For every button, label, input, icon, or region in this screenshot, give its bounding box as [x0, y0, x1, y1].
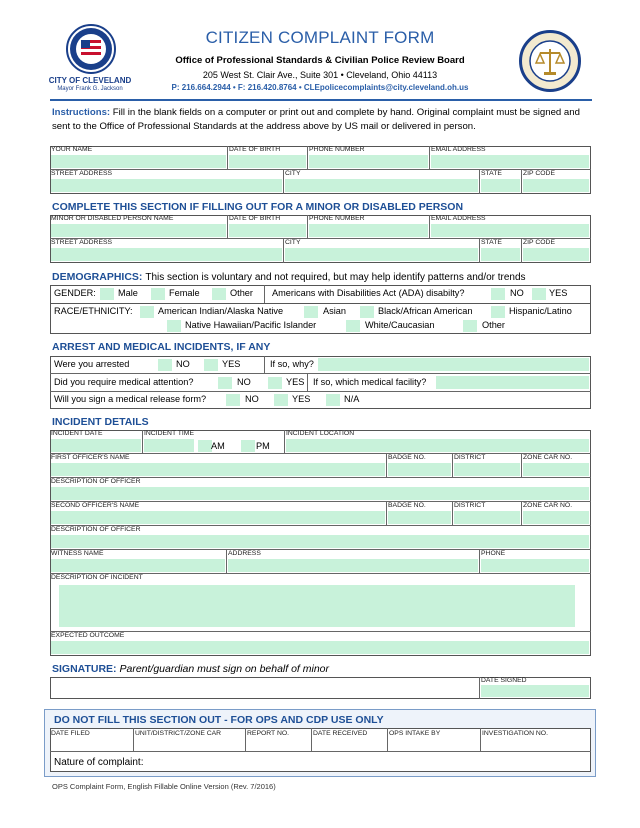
minor-zip-label: ZIP CODE: [523, 239, 555, 246]
release-na-label: N/A: [344, 394, 360, 404]
medical-no-checkbox[interactable]: [218, 377, 232, 389]
ada-yes-label: YES: [549, 288, 568, 298]
city-seal-logo: [66, 24, 116, 74]
ops-intake-label: OPS INTAKE BY: [389, 730, 441, 737]
demographics-heading: [52, 271, 526, 283]
arrest-divider-1: [264, 356, 265, 373]
officer1-name-cell[interactable]: [50, 454, 387, 478]
date-signed-field[interactable]: [481, 685, 589, 697]
other-gender-checkbox[interactable]: [212, 288, 226, 300]
witness-phone-label: PHONE: [481, 550, 506, 557]
header-divider: [50, 99, 592, 101]
arrest-divider-2: [307, 374, 308, 391]
date-received-cell: [312, 728, 388, 752]
badge2-field[interactable]: [388, 511, 451, 524]
arrested-no-label: NO: [176, 359, 190, 369]
phone-cell[interactable]: [308, 146, 430, 170]
officer1-name-field[interactable]: [51, 463, 385, 476]
race-label: RACE/ETHNICITY:: [54, 306, 133, 316]
signature-title: SIGNATURE:: [52, 663, 117, 675]
medical-yes-label: YES: [286, 377, 305, 387]
flag-icon: [68, 26, 114, 72]
incident-date-cell[interactable]: [50, 430, 143, 454]
medical-no-label: NO: [237, 377, 251, 387]
minor-street-field[interactable]: [51, 248, 282, 261]
ada-yes-checkbox[interactable]: [532, 288, 546, 300]
badge1-field[interactable]: [388, 463, 451, 476]
district1-field[interactable]: [454, 463, 520, 476]
incident-date-label: INCIDENT DATE: [51, 430, 103, 437]
incident-date-field[interactable]: [51, 439, 141, 452]
zip-field[interactable]: [523, 179, 589, 192]
officer2-name-field[interactable]: [51, 511, 385, 524]
race-pacific-islander-checkbox[interactable]: [167, 320, 181, 332]
female-checkbox[interactable]: [151, 288, 165, 300]
nature-of-complaint-label: Nature of complaint:: [54, 757, 144, 768]
report-no-label: REPORT NO.: [247, 730, 290, 737]
form-footer: OPS Complaint Form, English Fillable Online Version (Rev. 7/2016): [52, 782, 276, 791]
street-cell[interactable]: [50, 170, 284, 194]
officer2-description-label: DESCRIPTION OF OFFICER: [51, 526, 141, 533]
ada-question: Americans with Disabilities Act (ADA) disabilty?: [272, 288, 465, 298]
dob-field[interactable]: [229, 155, 306, 168]
incident-description-field[interactable]: [59, 585, 575, 627]
dob-label: DATE OF BIRTH: [229, 146, 281, 153]
zone2-field[interactable]: [523, 511, 589, 524]
demographics-title: DEMOGRAPHICS:: [52, 271, 143, 283]
street-label: STREET ADDRESS: [51, 170, 113, 177]
unit-district-cell: [134, 728, 246, 752]
state-label: STATE: [481, 170, 502, 177]
phone-label: PHONE NUMBER: [309, 146, 365, 153]
district2-field[interactable]: [454, 511, 520, 524]
incident-time-label: INCIDENT TIME: [144, 430, 194, 437]
witness-name-cell[interactable]: [50, 550, 227, 574]
arrested-yes-label: YES: [222, 359, 241, 369]
officer2-name-cell[interactable]: [50, 502, 387, 526]
minor-city-cell[interactable]: [284, 239, 480, 263]
medical-facility-label: If so, which medical facility?: [313, 377, 427, 387]
date-received-label: DATE RECEIVED: [313, 730, 368, 737]
officer2-name-label: SECOND OFFICER'S NAME: [51, 502, 140, 509]
minor-name-field[interactable]: [51, 224, 226, 237]
scales-of-justice-icon: [522, 33, 578, 89]
minor-street-label: STREET ADDRESS: [51, 239, 113, 246]
minor-dob-label: DATE OF BIRTH: [229, 215, 281, 222]
release-no-checkbox[interactable]: [226, 394, 240, 406]
minor-dob-field[interactable]: [229, 224, 306, 237]
gender-divider: [264, 285, 265, 303]
minor-name-label: MINOR OR DISABLED PERSON NAME: [51, 215, 174, 222]
phone-field[interactable]: [309, 155, 428, 168]
arrested-question: Were you arrested: [54, 359, 130, 369]
minor-state-field[interactable]: [481, 248, 520, 261]
arrested-why-field[interactable]: [318, 358, 589, 371]
expected-outcome-cell[interactable]: [50, 632, 591, 656]
form-title: CITIZEN COMPLAINT FORM: [205, 28, 435, 47]
arrested-yes-checkbox[interactable]: [204, 359, 218, 371]
signature-cell[interactable]: [50, 677, 480, 699]
officer1-name-label: FIRST OFFICER'S NAME: [51, 454, 130, 461]
female-label: Female: [169, 288, 200, 298]
zone2-cell[interactable]: [522, 502, 591, 526]
ada-no-label: NO: [510, 288, 524, 298]
witness-name-field[interactable]: [51, 559, 225, 572]
race-black-label: Black/African American: [378, 306, 473, 316]
pm-label: PM: [256, 441, 270, 451]
instructions-text: Fill in the blank fields on a computer or print out and complete by hand. Original complaint must be signed and sent to the Office of Professional Standards at the address above by US mail or delivered in person.: [52, 107, 580, 132]
report-no-cell: [246, 728, 312, 752]
incident-location-cell[interactable]: [285, 430, 591, 454]
race-white-checkbox[interactable]: [346, 320, 360, 332]
district1-cell[interactable]: [453, 454, 522, 478]
street-field[interactable]: [51, 179, 282, 192]
minor-section-heading: COMPLETE THIS SECTION IF FILLING OUT FOR A MINOR OR DISABLED PERSON: [52, 201, 464, 213]
release-yes-label: YES: [292, 394, 311, 404]
race-black-checkbox[interactable]: [360, 306, 374, 318]
arrest-heading: ARREST AND MEDICAL INCIDENTS, IF ANY: [52, 341, 271, 353]
arrest-row-line-2: [50, 391, 591, 392]
office-address: 205 West St. Clair Ave., Suite 301 • Cleveland, Ohio 44113: [202, 70, 438, 80]
male-checkbox[interactable]: [100, 288, 114, 300]
date-filed-label: DATE FILED: [51, 730, 90, 737]
email-cell[interactable]: [430, 146, 591, 170]
zip-cell[interactable]: [522, 170, 591, 194]
minor-email-label: EMAIL ADDRESS: [431, 215, 486, 222]
male-label: Male: [118, 288, 138, 298]
mayor-name: Mayor Frank G. Jackson: [57, 86, 123, 92]
minor-zip-cell[interactable]: [522, 239, 591, 263]
officer1-description-label: DESCRIPTION OF OFFICER: [51, 478, 141, 485]
ada-no-checkbox[interactable]: [491, 288, 505, 300]
dob-cell[interactable]: [228, 146, 308, 170]
signature-heading: [52, 663, 329, 675]
am-label: AM: [211, 441, 225, 451]
medical-yes-checkbox[interactable]: [268, 377, 282, 389]
race-hispanic-label: Hispanic/Latino: [509, 306, 572, 316]
witness-name-label: WITNESS NAME: [51, 550, 104, 557]
incident-heading: INCIDENT DETAILS: [52, 416, 149, 428]
arrested-why-label: If so, why?: [270, 359, 314, 369]
minor-city-field[interactable]: [285, 248, 478, 261]
demographics-note: This section is voluntary and not required, but may help identify patterns and/or trends: [145, 272, 526, 283]
incident-location-field[interactable]: [286, 439, 589, 452]
officer1-description-field[interactable]: [51, 487, 589, 500]
witness-address-cell[interactable]: [227, 550, 480, 574]
witness-phone-cell[interactable]: [480, 550, 591, 574]
badge1-label: BADGE NO.: [388, 454, 426, 461]
race-hispanic-checkbox[interactable]: [491, 306, 505, 318]
zone2-label: ZONE CAR NO.: [523, 502, 573, 509]
your-name-cell[interactable]: [50, 146, 228, 170]
email-field[interactable]: [431, 155, 589, 168]
am-checkbox[interactable]: [198, 440, 212, 452]
badge2-label: BADGE NO.: [388, 502, 426, 509]
minor-street-cell[interactable]: [50, 239, 284, 263]
office-use-heading: DO NOT FILL THIS SECTION OUT - FOR OPS AND CDP USE ONLY: [54, 714, 384, 726]
witness-address-field[interactable]: [228, 559, 478, 572]
race-white-label: White/Caucasian: [365, 320, 435, 330]
investigation-no-label: INVESTIGATION NO.: [482, 730, 548, 737]
minor-phone-label: PHONE NUMBER: [309, 215, 365, 222]
pm-checkbox[interactable]: [241, 440, 255, 452]
race-other-label: Other: [482, 320, 505, 330]
minor-phone-cell[interactable]: [308, 215, 430, 239]
expected-outcome-label: EXPECTED OUTCOME: [51, 632, 125, 639]
badge1-cell[interactable]: [387, 454, 453, 478]
minor-dob-cell[interactable]: [228, 215, 308, 239]
office-name: Office of Professional Standards & Civilian Police Review Board: [175, 55, 465, 66]
incident-description-cell[interactable]: [50, 574, 591, 632]
badge2-cell[interactable]: [387, 502, 453, 526]
release-yes-checkbox[interactable]: [274, 394, 288, 406]
date-filed-cell: [50, 728, 134, 752]
witness-address-label: ADDRESS: [228, 550, 261, 557]
incident-time-field[interactable]: [144, 439, 194, 452]
expected-outcome-field[interactable]: [51, 641, 589, 654]
review-board-seal-logo: [519, 30, 581, 92]
race-native-american-checkbox[interactable]: [140, 306, 154, 318]
witness-phone-field[interactable]: [481, 559, 589, 572]
race-pacific-islander-label: Native Hawaiian/Pacific Islander: [185, 320, 317, 330]
race-other-checkbox[interactable]: [463, 320, 477, 332]
other-gender-label: Other: [230, 288, 253, 298]
gender-label: GENDER:: [54, 288, 96, 298]
state-cell[interactable]: [480, 170, 522, 194]
officer2-description-field[interactable]: [51, 535, 589, 548]
minor-email-cell[interactable]: [430, 215, 591, 239]
investigation-no-cell: [481, 728, 591, 752]
city-cell[interactable]: [284, 170, 480, 194]
city-label: CITY: [285, 170, 301, 177]
unit-district-label: UNIT/DISTRICT/ZONE CAR: [135, 730, 222, 737]
state-field[interactable]: [481, 179, 520, 192]
zone1-cell[interactable]: [522, 454, 591, 478]
race-asian-checkbox[interactable]: [304, 306, 318, 318]
race-native-american-label: American Indian/Alaska Native: [158, 306, 284, 316]
medical-facility-field[interactable]: [436, 376, 589, 389]
minor-name-cell[interactable]: [50, 215, 228, 239]
release-question: Will you sign a medical release form?: [54, 394, 207, 404]
minor-state-cell[interactable]: [480, 239, 522, 263]
race-asian-label: Asian: [323, 306, 346, 316]
zone1-field[interactable]: [523, 463, 589, 476]
minor-zip-field[interactable]: [523, 248, 589, 261]
instructions: [52, 106, 592, 134]
officer1-description-cell[interactable]: [50, 478, 591, 502]
district1-label: DISTRICT: [454, 454, 486, 461]
your-name-label: YOUR NAME: [51, 146, 93, 153]
office-contact: P: 216.664.2944 • F: 216.420.8764 • CLEpolicecomplaints@city.cleveland.oh.us: [171, 83, 469, 92]
release-no-label: NO: [245, 394, 259, 404]
minor-city-label: CITY: [285, 239, 301, 246]
incident-location-label: INCIDENT LOCATION: [286, 430, 355, 437]
zone1-label: ZONE CAR NO.: [523, 454, 573, 461]
signature-note: Parent/guardian must sign on behalf of minor: [119, 663, 330, 675]
zip-label: ZIP CODE: [523, 170, 555, 177]
city-name: CITY OF CLEVELAND: [48, 76, 132, 85]
incident-time-cell[interactable]: [143, 430, 285, 454]
ops-intake-cell: [388, 728, 481, 752]
incident-description-label: DESCRIPTION OF INCIDENT: [51, 574, 143, 581]
medical-question: Did you require medical attention?: [54, 377, 194, 387]
email-label: EMAIL ADDRESS: [431, 146, 486, 153]
date-signed-label: DATE SIGNED: [481, 677, 527, 684]
minor-phone-field[interactable]: [309, 224, 428, 237]
minor-state-label: STATE: [481, 239, 502, 246]
city-field[interactable]: [285, 179, 478, 192]
date-signed-cell[interactable]: [480, 677, 591, 699]
minor-email-field[interactable]: [431, 224, 589, 237]
your-name-field[interactable]: [51, 155, 226, 168]
district2-cell[interactable]: [453, 502, 522, 526]
instructions-label: Instructions:: [52, 107, 111, 118]
officer2-description-cell[interactable]: [50, 526, 591, 550]
release-na-checkbox[interactable]: [326, 394, 340, 406]
arrest-row-line-1: [50, 373, 591, 374]
arrested-no-checkbox[interactable]: [158, 359, 172, 371]
district2-label: DISTRICT: [454, 502, 486, 509]
